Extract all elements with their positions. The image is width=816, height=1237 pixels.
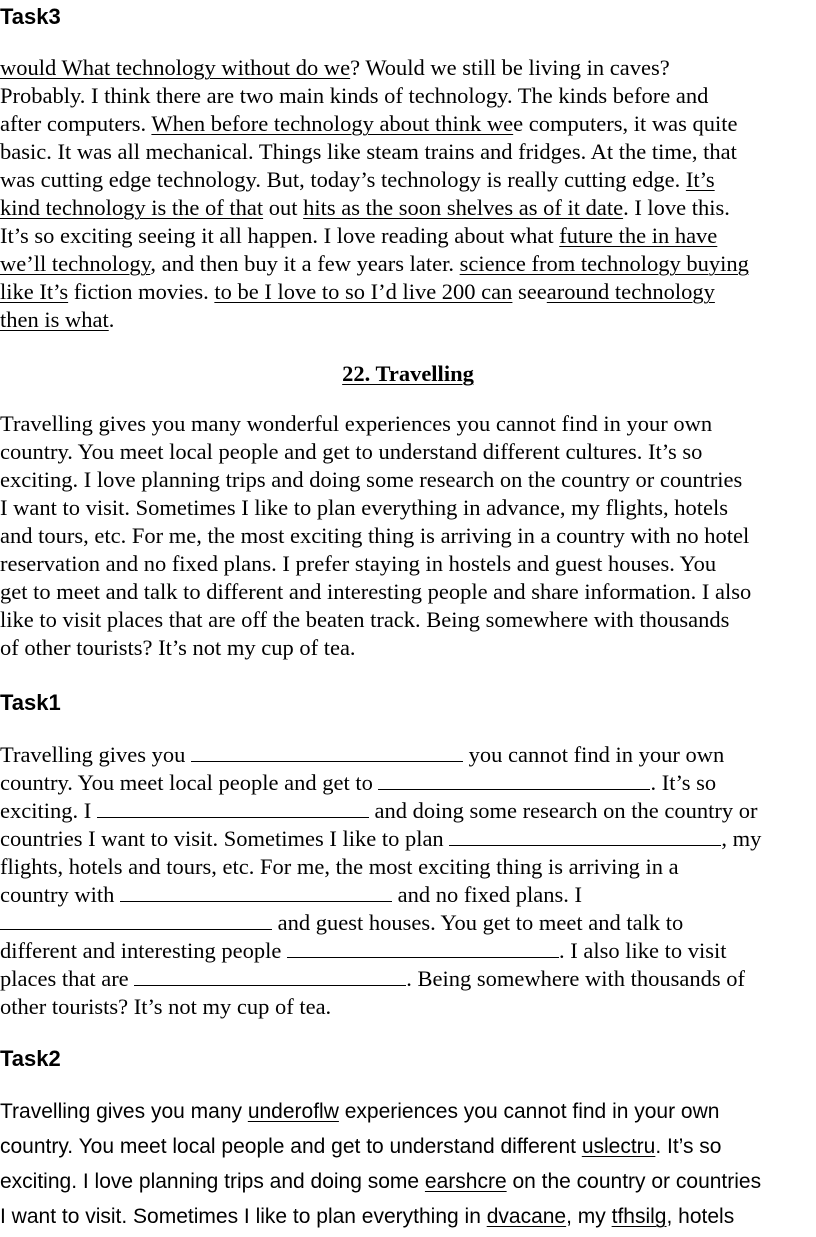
text-segment: Travelling gives you many [0,1100,248,1123]
text-segment: . I also like to visit [559,938,727,963]
text-line [0,797,758,825]
text-segment: . It’s so [655,1135,722,1158]
underlined-phrase: around technology [546,279,715,304]
text-line: reservation and no fixed plans. I prefer staying in hostels and guest houses. You [0,551,717,576]
text-segment: other tourists? It’s not my cup of tea. [0,994,332,1019]
text-segment: I want to visit. Sometimes I like to plan everything in [0,1205,487,1228]
text-segment: . It’s so [650,770,717,795]
text-line: Travelling gives you many wonderful experiences you cannot find in your own [0,411,713,436]
underlined-phrase: would What technology without do we [0,55,351,80]
underlined-phrase: uslectru [581,1135,656,1158]
text-segment: places that are [0,966,135,991]
underlined-phrase: kind technology is the of that [0,195,264,220]
answer-blank [287,956,559,958]
text-line [0,1164,761,1199]
answer-blank [134,984,406,986]
text-segment: basic. It was all mechanical. Things like steam trains and fridges. At the time, that [0,139,737,164]
text-segment: Travelling gives you [0,742,192,767]
text-line [0,278,715,306]
text-segment: exciting. I love planning trips and doing some [0,1170,425,1193]
text-segment: flights, hotels and tours, etc. For me, the most exciting thing is arriving in a [0,854,679,879]
underlined-phrase: dvacane [486,1205,567,1228]
text-line [0,853,679,881]
text-line [0,138,737,166]
text-segment: and doing some research on the country or [368,798,758,823]
answer-blank [120,900,392,902]
underlined-phrase: to be I love to so I’d live 200 can [214,279,513,304]
underlined-phrase: like It’s [0,279,69,304]
underlined-phrase: earshcre [424,1170,507,1193]
text-segment: was cutting edge technology. But, today’s technology is really cutting edge. [0,167,686,192]
text-segment: countries I want to visit. Sometimes I like to plan [0,826,450,851]
answer-blank [449,844,721,846]
answer-blank [191,760,463,762]
text-line: like to visit places that are off the beaten track. Being somewhere with thousands [0,607,730,632]
text-line [0,1094,719,1129]
answer-blank [97,816,369,818]
text-segment: fiction movies. [68,279,215,304]
text-segment: and guest houses. You get to meet and talk to [272,910,684,935]
text-line: country. You meet local people and get to understand different cultures. It’s so [0,439,703,464]
text-line [0,937,727,965]
text-line [0,194,730,222]
text-segment: , and then buy it a few years later. [150,251,460,276]
text-line [0,54,670,82]
underlined-phrase: we’ll technology [0,251,151,276]
underlined-phrase: future the in have [559,223,718,248]
text-segment: , hotels [666,1205,735,1228]
text-segment: exciting. I [0,798,97,823]
text-segment: out [263,195,304,220]
text-line: and tours, etc. For me, the most exciting thing is arriving in a country with no hotel [0,523,750,548]
text-line [0,1199,734,1234]
text-segment: experiences you cannot find in your own [338,1100,720,1123]
text-segment: see [512,279,547,304]
text-segment: on the country or countries [506,1170,762,1193]
underlined-phrase: It’s [685,167,715,192]
text-line [0,825,761,853]
text-segment: . I love this. [623,195,730,220]
text-line: exciting. I love planning trips and doing some research on the country or countries [0,467,743,492]
text-segment: ? Would we still be living in caves? [350,55,670,80]
underlined-phrase: then is what [0,307,109,332]
text-line: I want to visit. Sometimes I like to plan everything in advance, my flights, hotels [0,495,728,520]
text-segment: country with [0,882,120,907]
underlined-phrase: tfhsilg [611,1205,667,1228]
text-line [0,110,738,138]
text-segment: and no fixed plans. I [391,882,582,907]
text-segment: country. You meet local people and get to [0,770,379,795]
text-segment: , my [566,1205,612,1228]
text-segment: different and interesting people [0,938,287,963]
text-line [0,166,715,194]
text-segment: It’s so exciting seeing it all happen. I love reading about what [0,223,560,248]
text-line [0,82,708,110]
task1-heading: Task1 [0,690,61,715]
task2-heading: Task2 [0,1046,61,1071]
text-segment: . Being somewhere with thousands of [406,966,745,991]
underlined-phrase: science from technology buying [459,251,749,276]
text-line [0,1129,721,1164]
answer-blank [378,788,650,790]
text-segment: Probably. I think there are two main kinds of technology. The kinds before and [0,83,709,108]
text-line [0,909,683,937]
text-segment: e computers, it was quite [513,111,738,136]
text-segment: after computers. [0,111,152,136]
underlined-phrase: underoflw [247,1100,339,1123]
text-line [0,306,114,334]
text-line [0,741,724,769]
text-line [0,881,582,909]
underlined-phrase: When before technology about think we [151,111,514,136]
text-line [0,250,749,278]
text-line [0,965,745,993]
text-segment: , my [721,826,762,851]
text-line [0,769,716,797]
section-title [0,360,816,388]
answer-blank [0,928,272,930]
text-segment: country. You meet local people and get to understand different [0,1135,582,1158]
text-segment: you cannot find in your own [463,742,725,767]
underlined-phrase: hits as the soon shelves as of it date [303,195,624,220]
task3-heading: Task3 [0,4,61,29]
text-line [0,222,717,250]
text-line: get to meet and talk to different and interesting people and share information. I also [0,579,752,604]
text-line: of other tourists? It’s not my cup of tea. [0,635,356,660]
text-segment: . [108,307,115,332]
text-line [0,993,331,1021]
section-title-text: 22. Travelling [342,361,474,386]
